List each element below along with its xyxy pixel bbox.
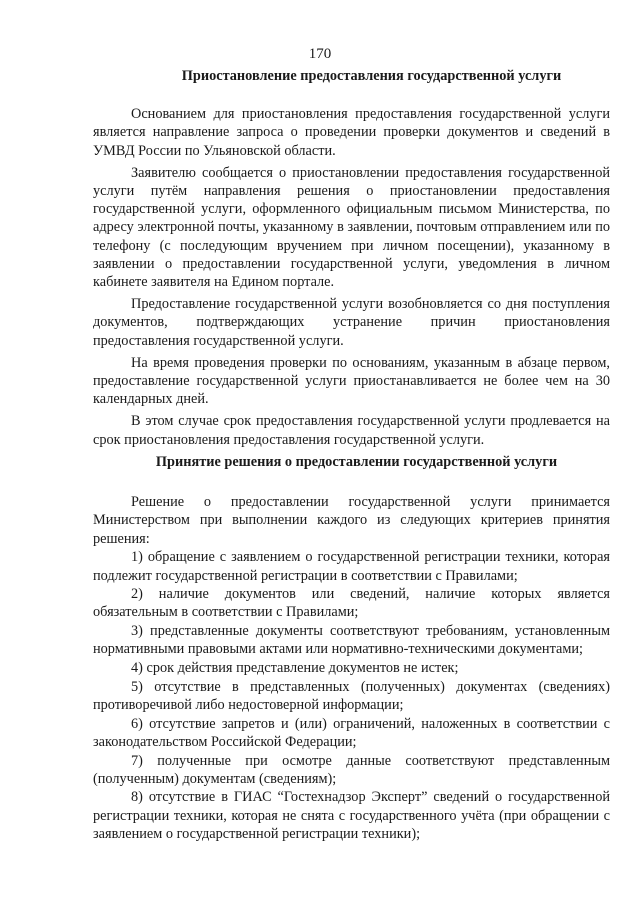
paragraph: Заявителю сообщается о приостановлении предоставления государственной услуги путём направления решения о приостановлении предоставления государственной услуги, оформленного официальным письмом Министерства, по адресу электронной почты, указанному в заявлении, почтовым отправлением или по телефону (с последующим вручением при личном посещении), указанному в заявлении о предоставлении государственной услуги, уведомления в личном кабинете заявителя на Едином портале. bbox=[93, 164, 610, 291]
paragraph: Основанием для приостановления предоставления государственной услуги является направление запроса о проведении проверки документов и сведений в УМВД России по Ульяновской области. bbox=[93, 106, 610, 159]
list-item: 5) отсутствие в представленных (полученных) документах (сведениях) противоречивой либо недостоверной информации; bbox=[93, 678, 610, 713]
list-item: 1) обращение с заявлением о государственной регистрации техники, которая подлежит государственной регистрации в соответствии с Правилами; bbox=[93, 549, 610, 584]
list-item: 7) полученные при осмотре данные соответствуют представленным (полученным) документам (сведениям); bbox=[93, 752, 610, 787]
list-item: 4) срок действия представление документов не истек; bbox=[131, 660, 459, 677]
section-decision bbox=[93, 453, 610, 844]
section-heading: Принятие решения о предоставлении государственной услуги bbox=[155, 454, 558, 470]
paragraph: В этом случае срок предоставления государственной услуги продлевается на срок приостановления предоставления государственной услуги. bbox=[93, 413, 610, 448]
paragraph: Решение о предоставлении государственной услуги принимается Министерством при выполнении каждого из следующих критериев принятия решения: bbox=[93, 494, 610, 547]
paragraph: Предоставление государственной услуги возобновляется со дня поступления документов, подтверждающих устранение причин приостановления предоставления государственной услуги. bbox=[93, 296, 610, 349]
section-suspension bbox=[93, 67, 610, 453]
section-heading: Приостановление предоставления государственной услуги bbox=[181, 68, 562, 84]
paragraph: На время проведения проверки по основаниям, указанным в абзаце первом, предоставление государственной услуги приостанавливается не более чем на 30 календарных дней. bbox=[93, 354, 610, 408]
list-item: 2) наличие документов или сведений, наличие которых является обязательным в соответствии с Правилами; bbox=[93, 586, 610, 621]
page-number: 170 bbox=[308, 46, 332, 62]
list-item: 6) отсутствие запретов и (или) ограничений, наложенных в соответствии с законодательством Российской Федерации; bbox=[93, 715, 610, 750]
list-item: 3) представленные документы соответствуют требованиям, установленным нормативными правовыми актами или нормативно-техническими документами; bbox=[93, 623, 610, 658]
list-item: 8) отсутствие в ГИАС “Гостехнадзор Эксперт” сведений о государственной регистрации техники, которая не снята с государственного учёта (при обращении с заявлением о государственной регистрации техники); bbox=[93, 789, 610, 842]
